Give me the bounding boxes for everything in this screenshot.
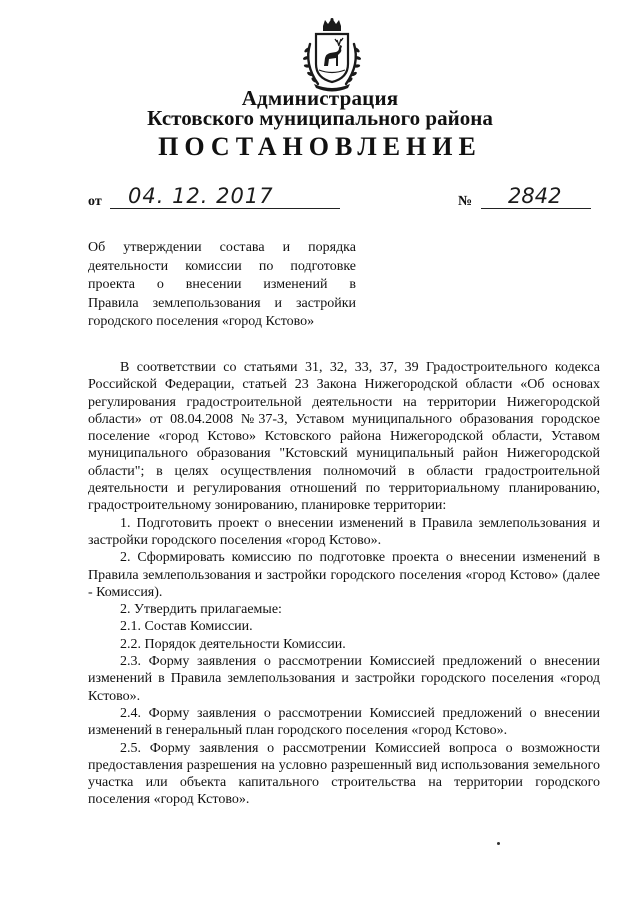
- subject-block: [88, 239, 356, 332]
- subject-line: городского поселения «город Кстово»: [88, 314, 315, 329]
- document-type-title: ПОСТАНОВЛЕНИЕ: [158, 132, 482, 161]
- subject-line: деятельности комиссии по подготовке: [88, 258, 356, 274]
- coat-of-arms-icon: [296, 18, 368, 94]
- document-body: [88, 359, 600, 809]
- clause-paragraph: 2.4. Форму заявления о рассмотрении Комиссией предложений о внесении изменений в генеральный план городского поселения «город Кстово».: [88, 705, 600, 739]
- clause-paragraph: 2.1. Состав Комиссии.: [120, 619, 253, 635]
- date-number-row: [88, 184, 608, 214]
- date-underline: [110, 208, 340, 209]
- subject-line: Об утверждении состава и порядка: [88, 240, 356, 255]
- district-title: Кстовского муниципального района: [147, 106, 493, 130]
- clause-paragraph: 2. Утвердить прилагаемые:: [120, 602, 282, 618]
- subject-line: Правила землепользования и застройки: [88, 295, 356, 311]
- preamble-paragraph: В соответствии со статьями 31, 32, 33, 37, 39 Градостроительного кодекса Российской Федерации, статьей 23 Закона Нижегородской области «Об основах регулирования градостроительной деятельности на территории Нижегородской области» от 08.04.2008 №37-З, Уставом муниципального образования городское поселение «город Кстово» Кстовского района Нижегородской области, Уставом муниципального образования "Кстовский муниципальный район Нижегородской области"; в целях осуществления полномочий в области градостроительной деятельности и регулирования отношений по территориальному планированию, градостроительному зонированию, планировке территории:: [88, 360, 600, 514]
- number-underline: [481, 208, 591, 209]
- number-label: №: [458, 194, 473, 209]
- date-value: 04. 12. 2017: [128, 184, 274, 208]
- date-label: от: [88, 194, 102, 209]
- subject-line: проекта о внесении изменений в: [88, 277, 356, 292]
- clause-paragraph: 2.5. Форму заявления о рассмотрении Комиссией вопроса о возможности предоставления разрешения на условно разрешенный вид использования земельного участка или объекта капитального строительства на территории городского поселения «город Кстово».: [88, 740, 600, 808]
- administration-title: Администрация: [241, 86, 399, 110]
- clause-paragraph: 2. Сформировать комиссию по подготовке проекта о внесении изменений в Правила землепользования и застройки городского поселения «город Кстово» (далее - Комиссия).: [88, 550, 600, 600]
- number-value: 2842: [508, 184, 562, 208]
- scan-speck: [497, 842, 500, 845]
- clause-paragraph: 2.2. Порядок деятельности Комиссии.: [120, 636, 346, 652]
- clause-paragraph: 1. Подготовить проект о внесении изменений в Правила землепользования и застройки городского поселения «город Кстово».: [88, 515, 600, 548]
- clause-paragraph: 2.3. Форму заявления о рассмотрении Комиссией предложений о внесении изменений в Правила землепользования и застройки городского поселения «город Кстово».: [88, 654, 600, 704]
